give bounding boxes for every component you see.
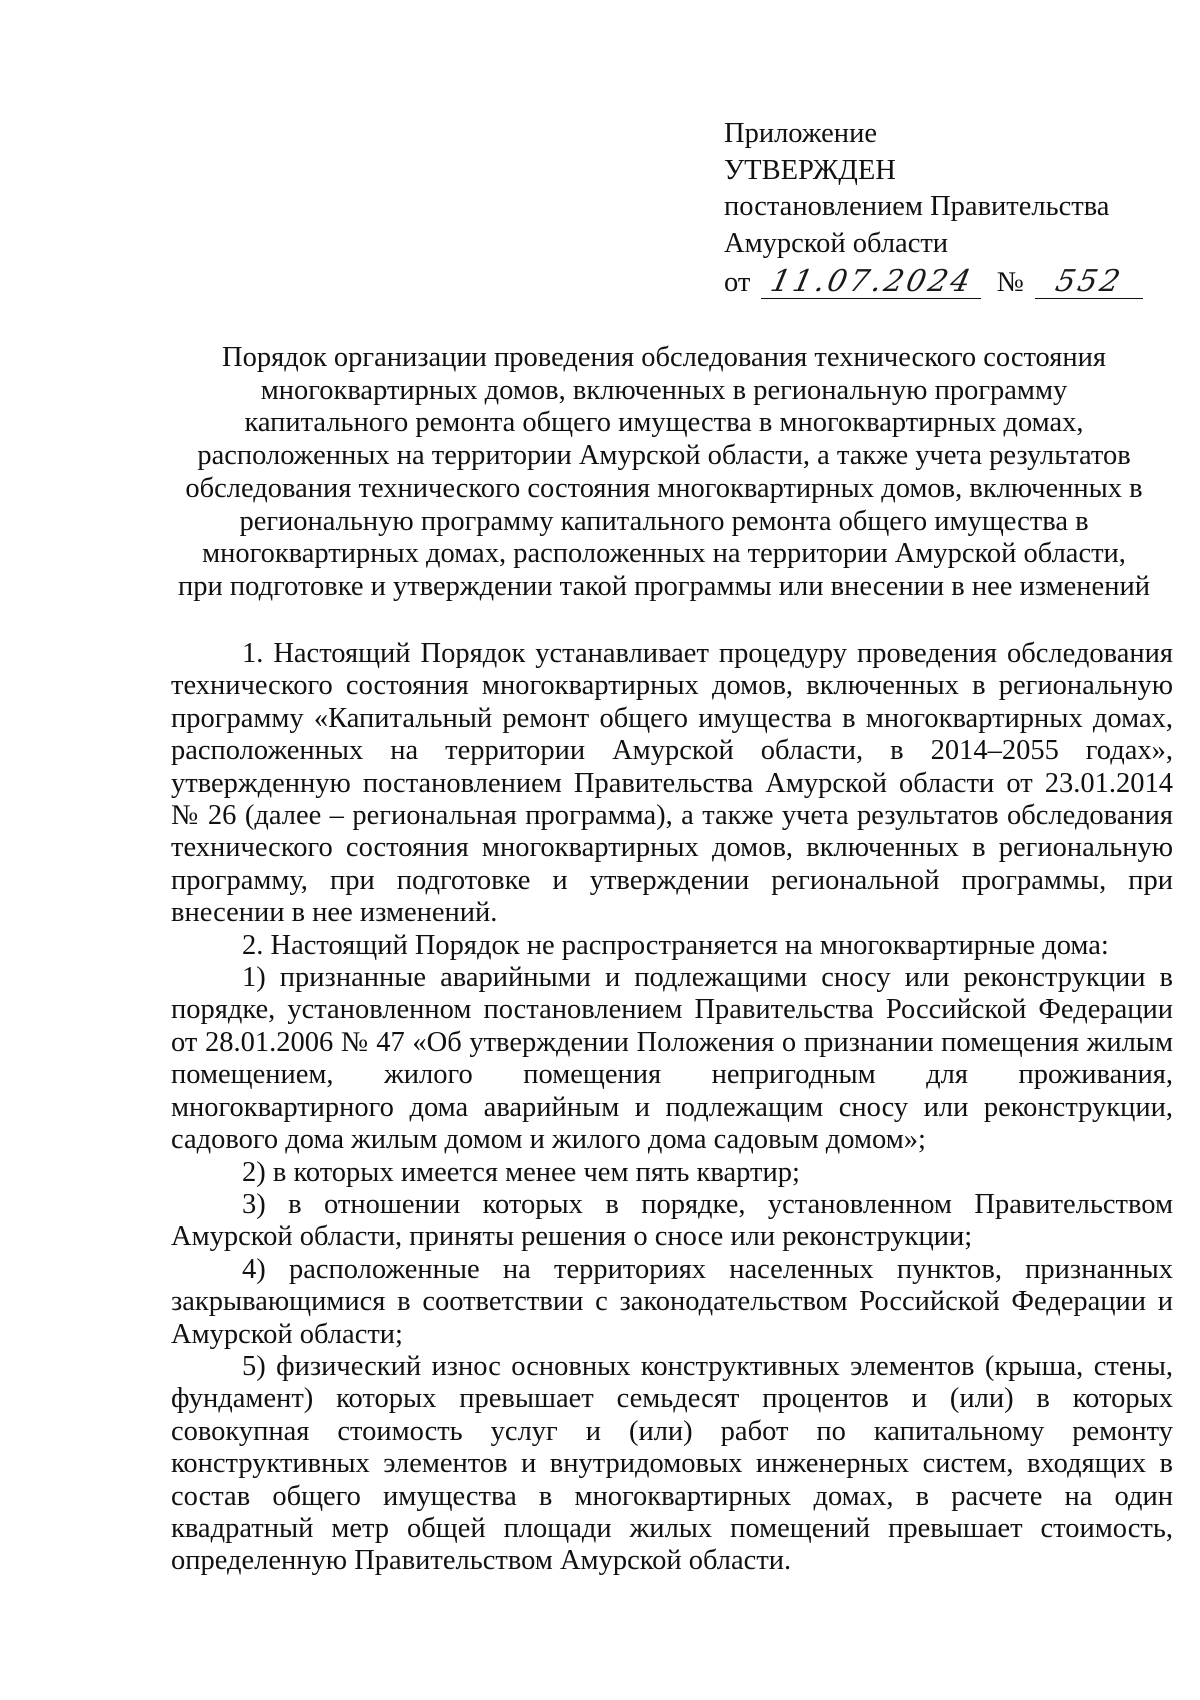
number-sign: № bbox=[996, 267, 1024, 298]
handwritten-date-field bbox=[761, 266, 981, 299]
title-line: многоквартирных домах, расположенных на территории Амурской области, bbox=[202, 538, 1126, 570]
document-title bbox=[160, 342, 1168, 604]
region-line: Амурской области bbox=[724, 227, 949, 259]
approved-label: УТВЕРЖДЕН bbox=[724, 154, 896, 186]
date-prefix: от bbox=[724, 267, 751, 298]
paragraph-2: 2. Настоящий Порядок не распространяется на многоквартирные дома: bbox=[242, 929, 1109, 961]
approved-by-line: постановлением Правительства bbox=[724, 191, 1110, 222]
title-line: расположенных на территории Амурской области, а также учета результатов bbox=[197, 440, 1131, 472]
handwritten-date: 11.07.2024 bbox=[766, 264, 977, 299]
handwritten-number-field bbox=[1035, 266, 1143, 299]
paragraph-1: 1. Настоящий Порядок устанавливает процедуру проведения обследования технического состояния многоквартирных домов, включенных в региональную программу «Капитальный ремонт общего имущества в многоквартирных домах, расположенных на территории Амурской области, в 2014–2055 годах», утвержденную постановлением Правительства Амурской области от 23.01.2014 № 26 (далее – региональная программа), а также учета результатов обследования технического состояния многоквартирных домов, включенных в региональную программу, при подготовке и утверждении региональной программы, при внесении в нее изменений. bbox=[171, 638, 1173, 929]
list-item-5: 5) физический износ основных конструктивных элементов (крыша, стены, фундамент) которых превышает семьдесят процентов и (или) в которых совокупная стоимость услуг и (или) работ по капитальному ремонту конструктивных элементов и внутридомовых инженерных систем, входящих в состав общего имущества в многоквартирных домах, в расчете на один квадратный метр общей площади жилых помещений превышает стоимость, определенную Правительством Амурской области. bbox=[171, 1350, 1173, 1577]
list-item-1: 1) признанные аварийными и подлежащими сносу или реконструкции в порядке, установленном постановлением Правительства Российской Федерации от 28.01.2006 № 47 «Об утверждении Положения о признании помещения жилым помещением, жилого помещения непригодным для проживания, многоквартирного дома аварийным и подлежащим сносу или реконструкции, садового дома жилым домом и жилого дома садовым домом»; bbox=[171, 962, 1173, 1156]
title-line: обследования технического состояния многоквартирных домов, включенных в bbox=[185, 472, 1143, 504]
list-item-4: 4) расположенные на территориях населенных пунктов, признанных закрывающимися в соответствии с законодательством Российской Федерации и Амурской области; bbox=[171, 1253, 1173, 1350]
document-body bbox=[171, 638, 1173, 1578]
title-line: многоквартирных домов, включенных в региональную программу bbox=[260, 374, 1068, 406]
list-item-3: 3) в отношении которых в порядке, установленном Правительством Амурской области, приняты решения о сносе или реконструкции; bbox=[171, 1188, 1173, 1253]
list-item-2: 2) в которых имеется менее чем пять квартир; bbox=[242, 1156, 800, 1188]
approval-block bbox=[724, 116, 1164, 302]
title-line: капитального ремонта общего имущества в многоквартирных домах, bbox=[244, 407, 1084, 439]
handwritten-number: 552 bbox=[1052, 264, 1126, 299]
title-line: при подготовке и утверждении такой программы или внесении в нее изменений bbox=[178, 570, 1150, 602]
title-line: Порядок организации проведения обследования технического состояния bbox=[222, 342, 1106, 373]
appendix-label: Приложение bbox=[724, 118, 877, 149]
decree-date-number-line bbox=[724, 265, 1164, 302]
title-line: региональную программу капитального ремонта общего имущества в bbox=[239, 505, 1089, 537]
